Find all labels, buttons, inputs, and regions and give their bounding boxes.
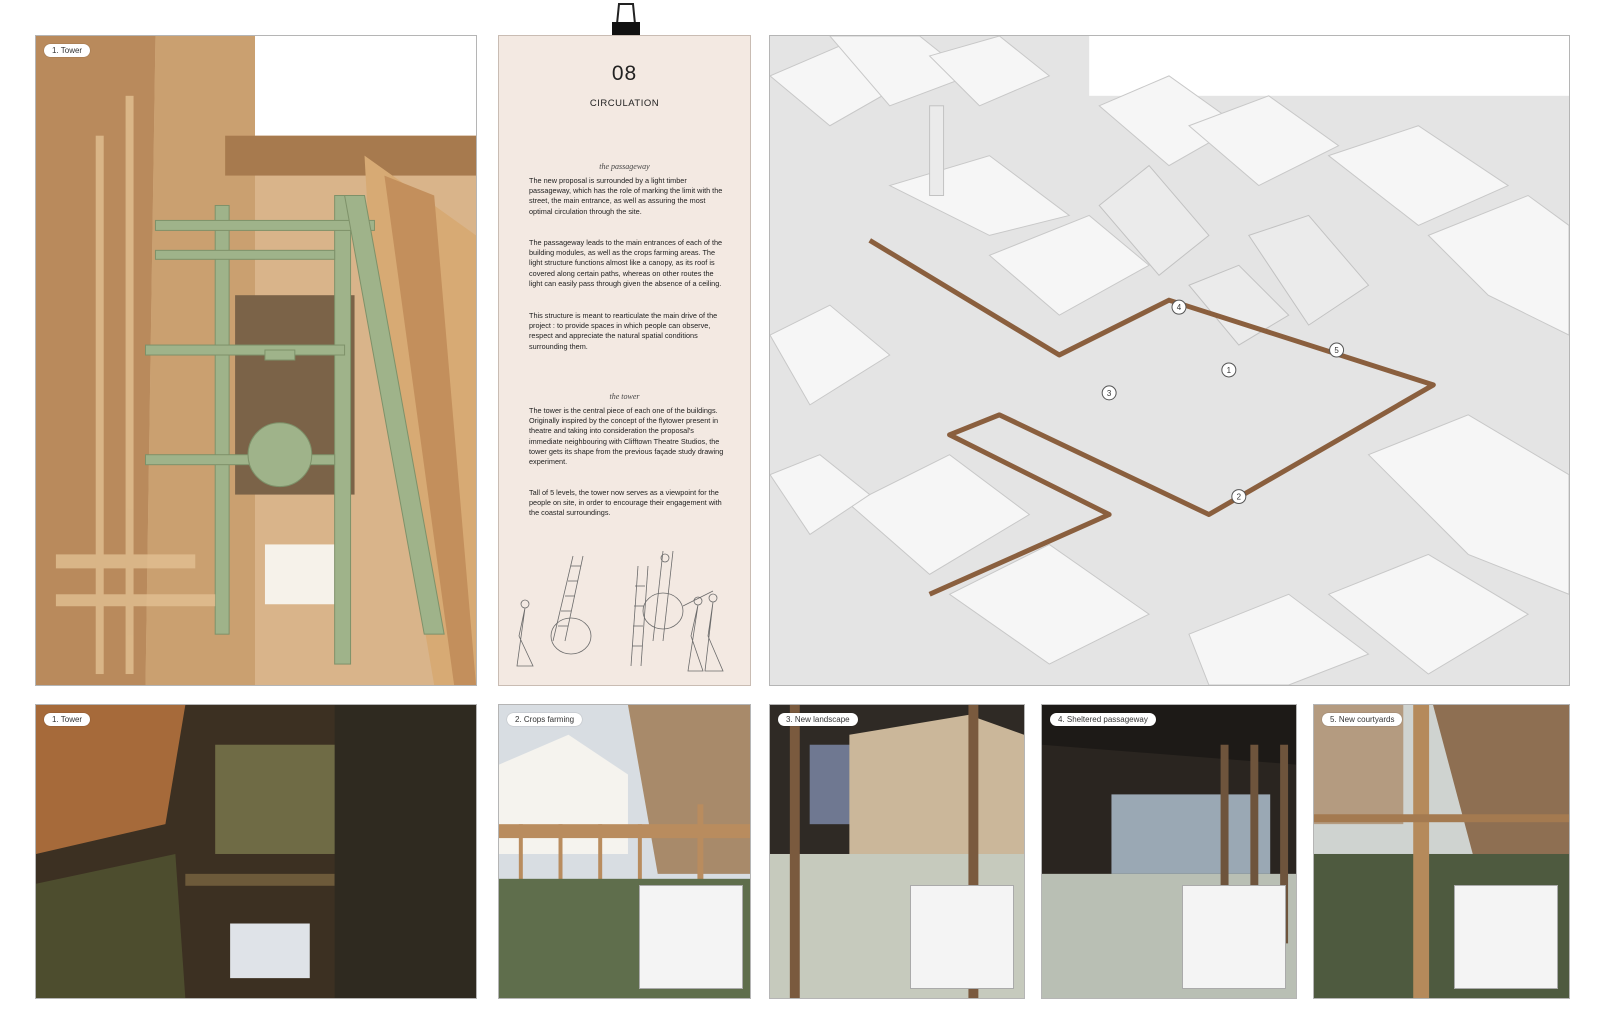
circulation-text-panel (498, 35, 751, 686)
view-tag: 4. Sheltered passageway (1050, 713, 1156, 726)
view-tag: 3. New landscape (778, 713, 858, 726)
tower-paragraph-1: The tower is the central piece of each one of the buildings. Originally inspired by the concept of the flytower present in theatre and taking into consideration the proposal's immediate neighbouring with Clifftown Theatre Studios, the tower gets its shape from the previous façade study drawing experiment. (529, 406, 724, 467)
axo-marker-label: 5 (1334, 346, 1339, 356)
axonometric-render (770, 36, 1569, 685)
section-title: CIRCULATION (589, 98, 660, 109)
location-minimap (1454, 885, 1558, 989)
tower-interior-render (36, 705, 476, 998)
view-tag: 5. New courtyards (1322, 713, 1402, 726)
tower-render (36, 36, 476, 685)
axo-marker-label: 2 (1236, 492, 1242, 502)
passageway-paragraph-2: The passageway leads to the main entrances of each of the building modules, as well as the crops farming areas. The light structure functions almost like a canopy, as its roof is covered along certain paths, whereas on other routes the light can easily pass through given the absence of a ceiling. (529, 238, 723, 288)
tower-view-large (35, 35, 477, 686)
axo-marker-label: 4 (1176, 303, 1182, 313)
tower-paragraph-2: Tall of 5 levels, the tower now serves as a viewpoint for the people on site, in order to encourage their engagement with the coastal surroundings. (529, 488, 722, 518)
axo-marker-label: 1 (1226, 365, 1232, 375)
view-new-landscape (769, 704, 1025, 999)
location-minimap (910, 885, 1014, 989)
location-minimap (639, 885, 743, 989)
passageway-paragraph-1: The new proposal is surrounded by a light timber passageway, which has the role of marking the limit with the street, the main entrance, as well as assuring the most optimal circulation through the site. (529, 176, 723, 216)
location-minimap (1182, 885, 1286, 989)
passageway-heading: the passageway (599, 162, 650, 171)
tower-heading: the tower (609, 392, 640, 401)
view-tower-interior (35, 704, 477, 999)
passageway-paragraph-3: This structure is meant to rearticulate the main drive of the project : to provide spaces in which people can observe, respect and appreciate the natural spatial conditions surrounding them. (529, 311, 718, 351)
view-tag: 1. Tower (44, 44, 90, 57)
sheet-number: 08 (611, 62, 638, 85)
view-tag: 1. Tower (44, 713, 90, 726)
axo-marker-label: 3 (1106, 388, 1112, 398)
view-crops-farming (498, 704, 751, 999)
people-ladder-sketch-icon (513, 546, 738, 681)
view-new-courtyards (1313, 704, 1570, 999)
site-axonometric (769, 35, 1570, 686)
view-tag: 2. Crops farming (507, 713, 582, 726)
view-sheltered-passageway (1041, 704, 1297, 999)
